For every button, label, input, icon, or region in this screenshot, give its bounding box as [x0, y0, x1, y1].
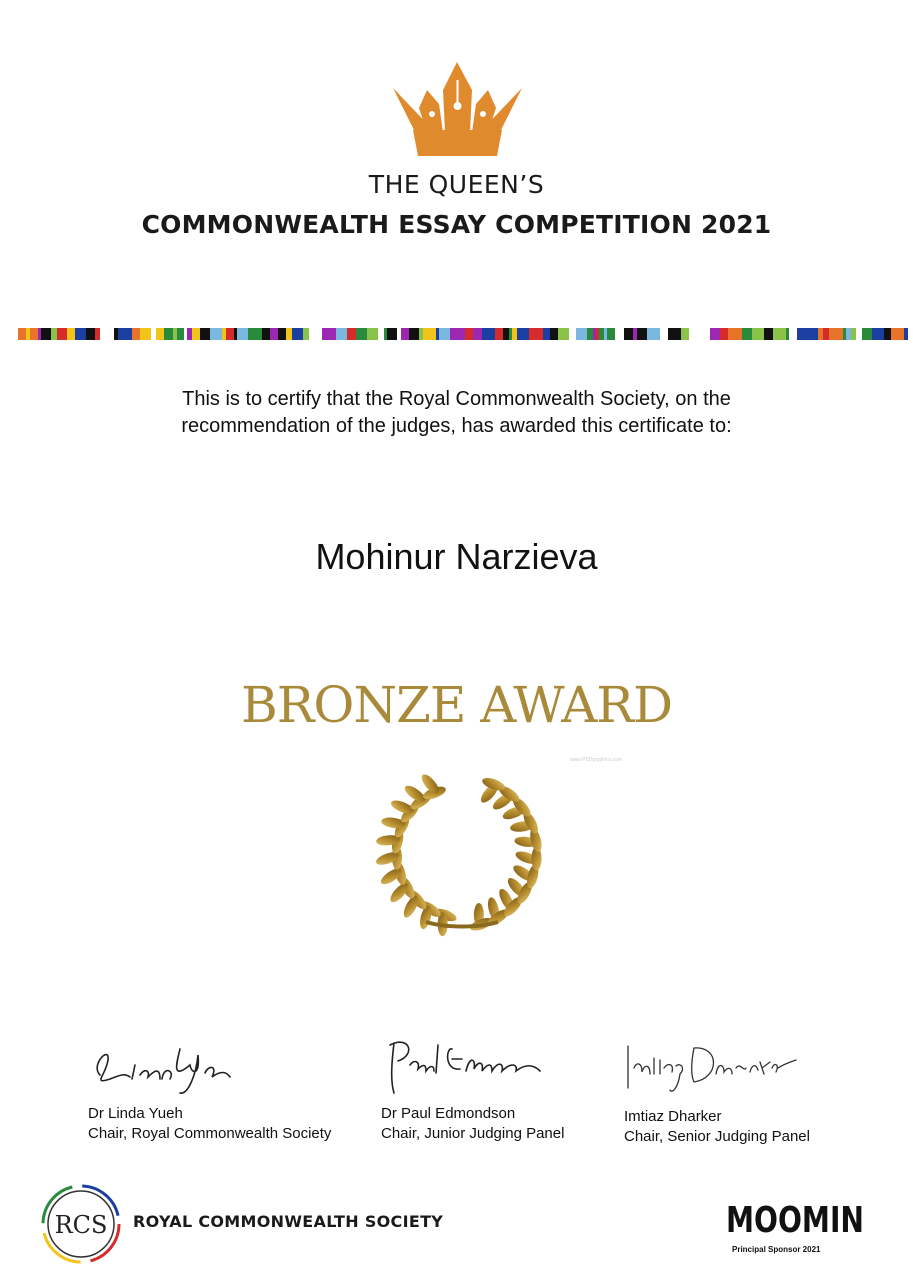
stripe-segment: [710, 328, 720, 340]
stripe-segment: [529, 328, 533, 340]
stripe-segment: [401, 328, 409, 340]
stripe-segment: [689, 328, 701, 340]
stripe-segment: [262, 328, 270, 340]
signature-imtiaz-dharker: [620, 1038, 800, 1098]
stripe-segment: [18, 328, 26, 340]
stripe-segment: [173, 328, 177, 340]
stripe-segment: [668, 328, 681, 340]
signatory-role: Chair, Junior Judging Panel: [381, 1125, 565, 1142]
stripe-segment: [482, 328, 495, 340]
signature-paul-edmondson: [380, 1035, 560, 1095]
stripe-segment: [387, 328, 397, 340]
stripe-segment: [114, 328, 118, 340]
certify-line-1: This is to certify that the Royal Commonwealth Society, on the: [182, 388, 731, 410]
signature-linda-yueh: [80, 1035, 240, 1095]
stripe-segment: [599, 328, 604, 340]
stripe-segment: [786, 328, 789, 340]
rcs-organization-name: ROYAL COMMONWEALTH SOCIETY: [133, 1212, 444, 1231]
stripe-segment: [187, 328, 192, 340]
signatory-role: Chair, Senior Judging Panel: [624, 1128, 810, 1145]
stripe-segment: [200, 328, 210, 340]
stripe-segment: [543, 328, 550, 340]
stripe-segment: [495, 328, 503, 340]
stripe-segment: [397, 328, 401, 340]
stripe-segment: [234, 328, 237, 340]
signatory-name: Dr Linda Yueh: [88, 1105, 183, 1122]
stripe-segment: [773, 328, 786, 340]
stripe-segment: [409, 328, 419, 340]
stripe-segment: [26, 328, 30, 340]
stripe-segment: [439, 328, 450, 340]
stripe-segment: [593, 328, 596, 340]
stripe-segment: [67, 328, 75, 340]
signatory-name: Dr Paul Edmondson: [381, 1105, 516, 1122]
laurel-wreath-icon: [366, 772, 558, 937]
stripe-segment: [884, 328, 891, 340]
stripe-segment: [818, 328, 823, 340]
certification-statement: [0, 386, 913, 440]
color-stripe-divider: [18, 328, 908, 340]
stripe-segment: [100, 328, 114, 340]
stripe-segment: [322, 328, 336, 340]
stripe-segment: [607, 328, 615, 340]
stripe-segment: [362, 328, 367, 340]
stripe-segment: [270, 328, 278, 340]
stripe-segment: [226, 328, 234, 340]
stripe-segment: [701, 328, 710, 340]
stripe-segment: [846, 328, 851, 340]
stripe-segment: [41, 328, 51, 340]
recipient-name: Mohinur Narzieva: [315, 536, 598, 577]
stripe-segment: [460, 328, 465, 340]
stripe-segment: [184, 328, 187, 340]
stripe-segment: [872, 328, 884, 340]
stripe-segment: [856, 328, 862, 340]
stripe-segment: [248, 328, 262, 340]
laurel-stem: [426, 922, 498, 927]
stripe-segment: [470, 328, 473, 340]
stripe-segment: [862, 328, 872, 340]
stripe-segment: [823, 328, 829, 340]
certify-line-2: recommendation of the judges, has awarded this certificate to:: [181, 415, 732, 437]
stripe-segment: [222, 328, 226, 340]
stripe-segment: [419, 328, 423, 340]
stripe-segment: [156, 328, 164, 340]
award-title: BRONZE AWARD: [240, 676, 673, 734]
stripe-segment: [596, 328, 599, 340]
stripe-segment: [95, 328, 100, 340]
sponsor-caption: Principal Sponsor 2021: [732, 1245, 821, 1254]
stripe-segment: [30, 328, 38, 340]
competition-title-line1: THE QUEEN’S: [368, 170, 545, 199]
stripe-segment: [465, 328, 470, 340]
stripe-segment: [38, 328, 41, 340]
stripe-segment: [550, 328, 558, 340]
stripe-segment: [558, 328, 561, 340]
stripe-segment: [286, 328, 292, 340]
stripe-segment: [378, 328, 384, 340]
rcs-logo-icon: [40, 1183, 122, 1265]
stripe-segment: [151, 328, 156, 340]
stripe-segment: [512, 328, 517, 340]
stripe-segment: [384, 328, 387, 340]
stripe-segment: [764, 328, 773, 340]
stripe-segment: [367, 328, 378, 340]
stripe-segment: [164, 328, 173, 340]
stripe-segment: [624, 328, 633, 340]
stripe-segment: [423, 328, 436, 340]
stripe-segment: [503, 328, 509, 340]
stripe-segment: [473, 328, 482, 340]
stripe-segment: [509, 328, 512, 340]
stripe-segment: [604, 328, 607, 340]
stripe-segment: [681, 328, 689, 340]
signatory-role: Chair, Royal Commonwealth Society: [88, 1125, 332, 1142]
stripe-segment: [347, 328, 356, 340]
signatory-name: Imtiaz Dharker: [624, 1108, 722, 1125]
stripe-segment: [728, 328, 742, 340]
stripe-segment: [210, 328, 222, 340]
stripe-segment: [797, 328, 807, 340]
stripe-segment: [752, 328, 764, 340]
stripe-segment: [86, 328, 95, 340]
stripe-segment: [57, 328, 67, 340]
stripe-segment: [75, 328, 86, 340]
svg-text:MOOMIN: MOOMIN: [726, 1200, 864, 1241]
stripe-segment: [517, 328, 529, 340]
crown-logo: [385, 60, 530, 160]
stripe-segment: [851, 328, 856, 340]
stripe-segment: [615, 328, 624, 340]
stripe-segment: [118, 328, 132, 340]
watermark-text: www.PSDgraphics.com: [570, 757, 622, 763]
stripe-segment: [561, 328, 569, 340]
stripe-segment: [140, 328, 151, 340]
stripe-segment: [789, 328, 797, 340]
stripe-segment: [336, 328, 347, 340]
stripe-segment: [720, 328, 728, 340]
stripe-segment: [633, 328, 637, 340]
stripe-segment: [303, 328, 309, 340]
stripe-segment: [576, 328, 587, 340]
stripe-segment: [569, 328, 576, 340]
stripe-segment: [278, 328, 286, 340]
svg-text:RCS: RCS: [54, 1211, 108, 1239]
stripe-segment: [436, 328, 439, 340]
stripe-segment: [450, 328, 460, 340]
competition-title-line2: COMMONWEALTH ESSAY COMPETITION 2021: [141, 210, 772, 239]
stripe-segment: [192, 328, 200, 340]
stripe-segment: [807, 328, 818, 340]
stripe-segment: [309, 328, 322, 340]
stripe-segment: [891, 328, 904, 340]
stripe-segment: [843, 328, 846, 340]
moomin-sponsor-logo: [726, 1198, 866, 1241]
stripe-segment: [237, 328, 248, 340]
stripe-segment: [637, 328, 647, 340]
stripe-segment: [533, 328, 543, 340]
stripe-segment: [904, 328, 908, 340]
stripe-segment: [51, 328, 57, 340]
stripe-segment: [177, 328, 184, 340]
stripe-segment: [647, 328, 660, 340]
stripe-segment: [292, 328, 303, 340]
stripe-segment: [132, 328, 140, 340]
stripe-segment: [356, 328, 362, 340]
stripe-segment: [660, 328, 668, 340]
stripe-segment: [587, 328, 593, 340]
stripe-segment: [829, 328, 843, 340]
stripe-segment: [742, 328, 752, 340]
